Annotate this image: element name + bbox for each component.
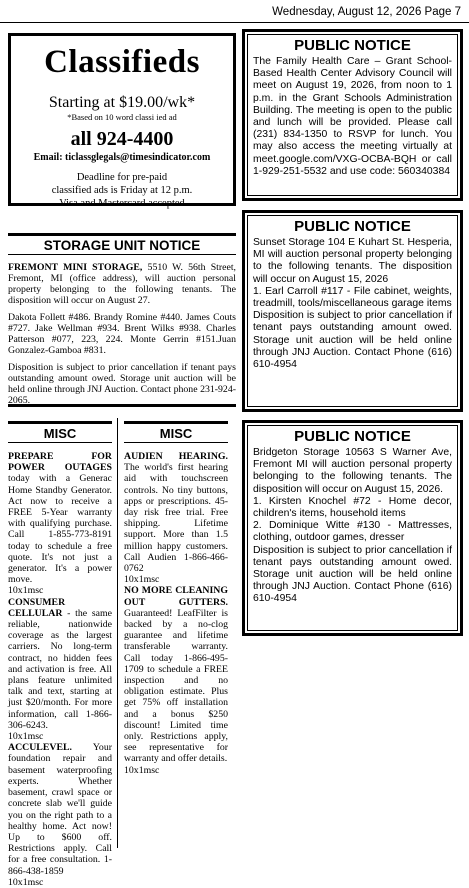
public-notice-sunset-storage <box>242 210 463 412</box>
storage-notice-body <box>8 262 236 412</box>
public-notice-title: PUBLIC NOTICE <box>294 37 411 54</box>
misc-right-column <box>124 451 228 776</box>
public-notice-health-council <box>242 29 463 201</box>
public-notice-p3: Disposition is subject to prior cancellation if tenant pays outstanding amount owed. Storage unit auction will be held online through JNJ Auction. Contact Phone (616) 610-4954 <box>253 310 452 371</box>
ad-consumer-cellular: CONSUMER CELLULAR - the same reliable, nationwide coverage as the largest carriers. No long-term contract, no hidden fees and activation is free. All plans feature unlimited talk and text, starting at just $20/month. For more information, call 1-866-306-6243. <box>8 596 112 731</box>
classifieds-phone: all 924-4400 <box>70 128 174 150</box>
classifieds-starting-price: Starting at $19.00/wk* <box>48 94 196 111</box>
ad-audien: AUDIEN HEARING. The world's first hearing aid with touchscreen controls. No tiny buttons, apps or prescriptions. 45-day risk free trial. Free shipping. Lifetime support. More than 1.5 million happy customers. Call Audien 1-866-466-0762 <box>124 451 228 575</box>
ad-leaffilter: NO MORE CLEANING OUT GUTTERS. Guaranteed! LeafFilter is backed by a no-clog guarantee and lifetime transferable warranty. Call today 1-866-495-1709 to schedule a FREE inspection and no obligation estimate. Plus get 75% off installation and a bonus $250 discount! Limited time only. Restrictions apply, see representative for warranty and offer details. <box>124 585 228 765</box>
ad-code: 10x1msc <box>124 574 160 586</box>
misc-left-heading: MISC <box>8 421 112 443</box>
classifieds-title: Classifieds <box>44 44 200 80</box>
ad-code: 10x1msc <box>8 731 44 743</box>
public-notice-bridgeton-storage <box>242 420 463 636</box>
storage-notice-p2: Dakota Follett #486. Brandy Romine #440. James Couts #727. Jake Wellman #934. Brent Wilks #938. Charles Patterson #077, 223, 224. Monte Gerrin #151.Juan Gonzalez-Gamboa #831. <box>8 312 236 356</box>
public-notice-title: PUBLIC NOTICE <box>294 428 411 445</box>
storage-notice-p3: Disposition is subject to prior cancellation if tenant pays outstanding amount owed. Storage unit auction will be held online through JNJ Auction. Contact phone 231-924-2065. <box>8 362 236 406</box>
classifieds-deadline: Deadline for pre-paid classified ads is Friday at 12 p.m. Visa and Mastercard accepted <box>51 172 193 209</box>
misc-right-heading: MISC <box>124 421 228 443</box>
public-notice-p1: Sunset Storage 104 E Kuhart St. Hesperia, MI will auction personal property belonging to the following tenants. The disposition will occur on August 15, 2026 <box>253 237 452 285</box>
classifieds-email: Email: ticlassglegals@timesindicator.com <box>33 152 211 163</box>
ad-acculevel: ACCULEVEL. Your foundation repair and basement waterproofing experts. Whether basement, crawl space or concrete slab we'll guide you on the right path to a healthy home. Act now! Up to $600 off. Restrictions apply. Call for a free consultation. 1-866-438-1859 <box>8 742 112 877</box>
classifieds-box <box>8 33 236 209</box>
ad-generac: PREPARE FOR POWER OUTAGES today with a Generac Home Standby Generator. Act now to receive a FREE 5-Year warranty with qualifying purchase. Call 1-855-773-8191 today to schedule a free quote. It's not just a generator. It's a power move. <box>8 451 112 586</box>
public-notice-p4: Disposition is subject to prior cancellation if tenant pays outstanding amount owed. Storage unit auction will be held online through JNJ Auction. Contact Phone (616) 610-4954 <box>253 544 452 605</box>
ad-code: 10x1msc <box>8 585 44 597</box>
public-notice-body: The Family Health Care – Grant School-Based Health Center Advisory Council will meet on August 19, 2026, from noon to 1 p.m. in the Grant Schools Administration Building. The meeting is open to the public and lunch will be provided. Please call (231) 834-1350 to RSVP for lunch. You may also access the meeting virtually at meet.google.com/VXG-OCBA-BQH or call 1-929-251-5532 and use code: 560340384 <box>253 56 452 177</box>
ad-code: 10x1msc <box>124 764 160 776</box>
page-date: Wednesday, August 12, 2026 Page 7 <box>272 6 461 18</box>
storage-notice-bottom-rule <box>8 404 236 407</box>
classifieds-based-note: *Based on 10 word classi ied ad <box>67 112 177 122</box>
ad-code: 10x1msc <box>8 876 44 888</box>
public-notice-p2: 1. Kirsten Knochel #72 - Home decor, children's items, household items <box>253 495 452 520</box>
column-divider <box>117 418 118 848</box>
public-notice-p3: 2. Dominique Witte #130 - Mattresses, clothing, outdoor games, dresser <box>253 520 452 544</box>
public-notice-title: PUBLIC NOTICE <box>294 218 411 235</box>
public-notice-p1: Bridgeton Storage 10563 S Warner Ave, Fremont MI will auction personal property belonging to the following tenants. The disposition will occur on August 15, 2026. <box>253 447 452 495</box>
storage-notice-heading: STORAGE UNIT NOTICE <box>8 233 236 255</box>
public-notice-p2: 1. Earl Carroll #117 - File cabinet, weights, treadmill, tools/miscellaneous garage items <box>253 285 452 310</box>
header-rule <box>0 22 469 23</box>
storage-notice-p1: FREMONT MINI STORAGE, 5510 W. 56th Street, Fremont, MI (office address), will auction personal property belonging to the following tenants. The disposition will occur on August 27. <box>8 262 236 306</box>
misc-left-column <box>8 451 112 888</box>
